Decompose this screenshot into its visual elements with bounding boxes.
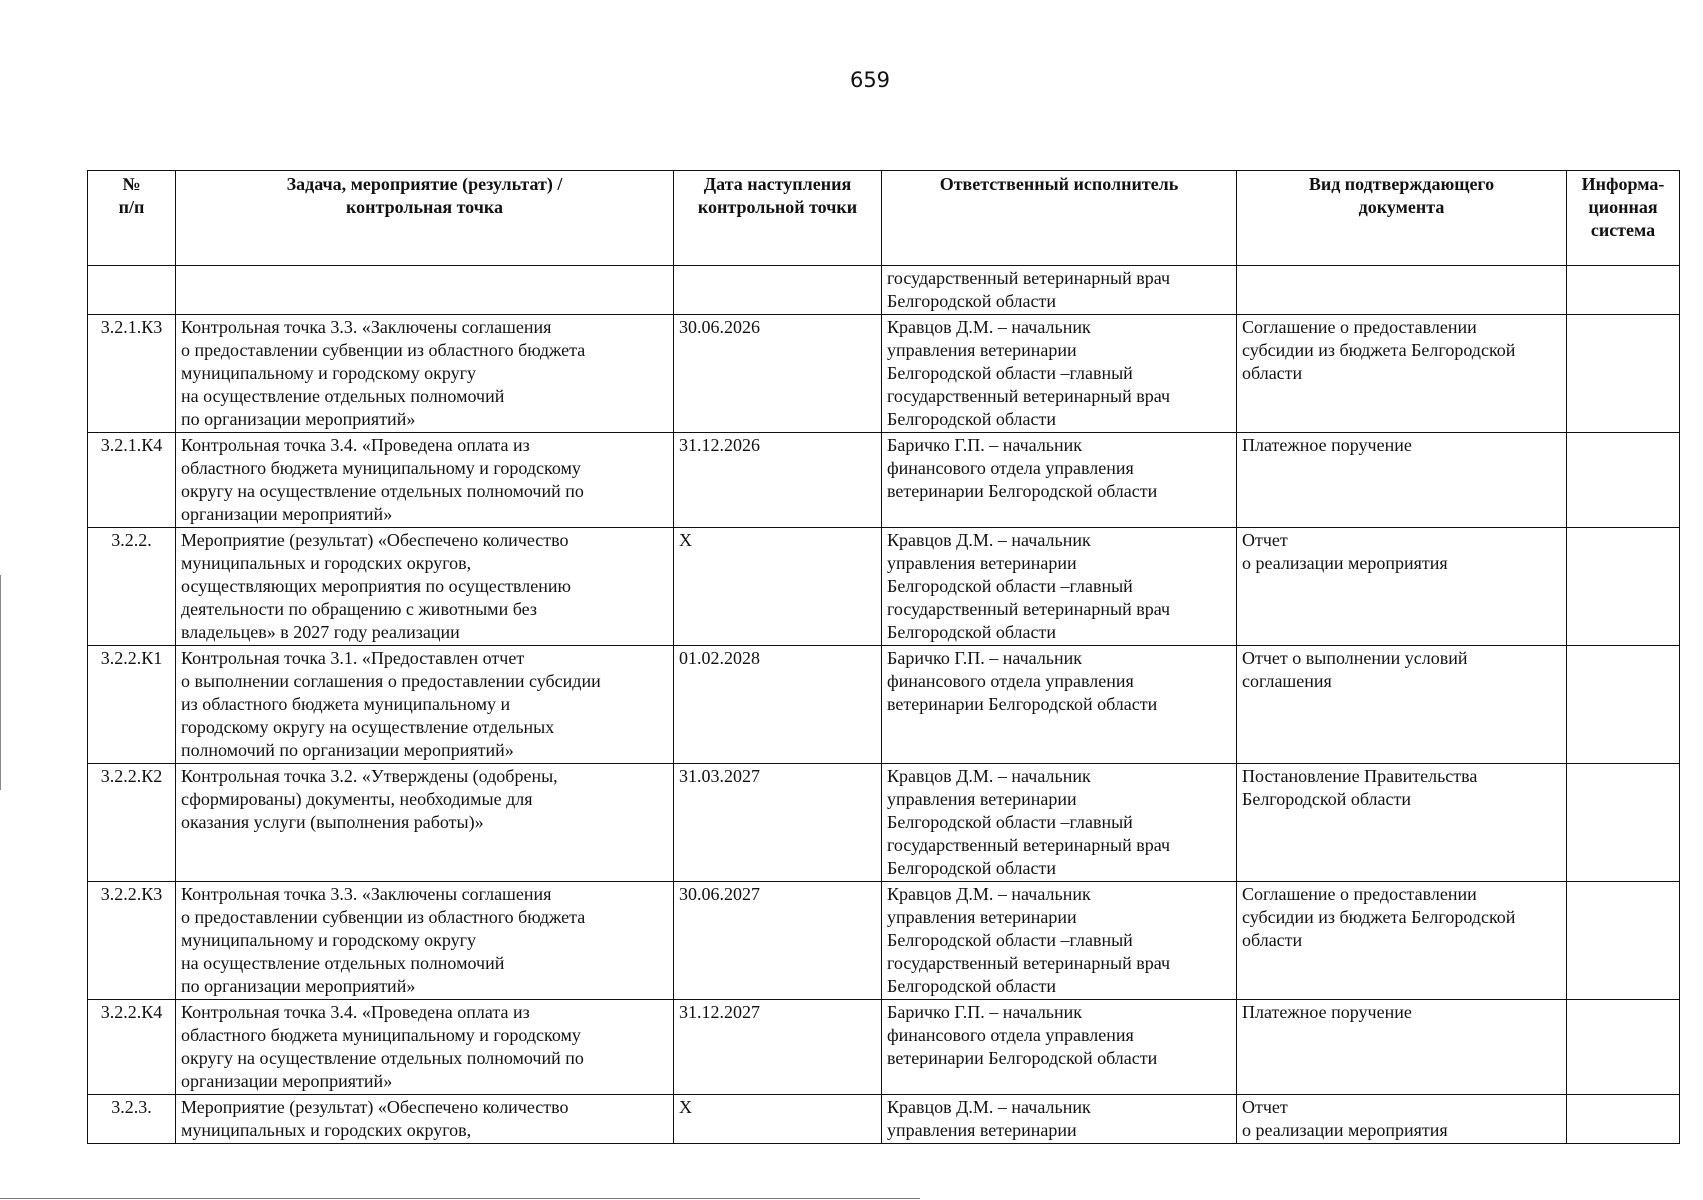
confirming-document: Платежное поручение — [1237, 1000, 1567, 1095]
confirming-document — [1237, 266, 1567, 315]
confirming-document: Платежное поручение — [1237, 433, 1567, 528]
info-system — [1567, 1095, 1680, 1144]
table-row — [88, 1095, 1680, 1144]
info-system — [1567, 315, 1680, 433]
header-number: № п/п — [88, 171, 176, 266]
table-row — [88, 528, 1680, 646]
row-number: 3.2.2.К1 — [88, 646, 176, 764]
header-document: Вид подтверждающего документа — [1237, 171, 1567, 266]
confirming-document: Отчет о выполнении условий соглашения — [1237, 646, 1567, 764]
row-number: 3.2.2. — [88, 528, 176, 646]
info-system — [1567, 528, 1680, 646]
row-number: 3.2.1.К4 — [88, 433, 176, 528]
row-number: 3.2.2.К2 — [88, 764, 176, 882]
info-system — [1567, 433, 1680, 528]
table-row — [88, 1000, 1680, 1095]
row-number: 3.2.3. — [88, 1095, 176, 1144]
control-date — [674, 266, 882, 315]
info-system — [1567, 1000, 1680, 1095]
task-text: Контрольная точка 3.1. «Предоставлен отчет о выполнении соглашения о предоставлении субсидии из областного бюджета муниципальному и городскому округу на осуществление отдельных полномочий по организации мероприятий» — [176, 646, 674, 764]
responsible-person: Кравцов Д.М. – начальник управления ветеринарии Белгородской области –главный государственный ветеринарный врач Белгородской области — [882, 882, 1237, 1000]
row-number: 3.2.2.К3 — [88, 882, 176, 1000]
responsible-person: Баричко Г.П. – начальник финансового отдела управления ветеринарии Белгородской области — [882, 433, 1237, 528]
responsible-person: Кравцов Д.М. – начальник управления ветеринарии Белгородской области –главный государственный ветеринарный врач Белгородской области — [882, 315, 1237, 433]
header-responsible: Ответственный исполнитель — [882, 171, 1237, 266]
page-number: 659 — [849, 68, 891, 92]
control-date: 31.12.2026 — [674, 433, 882, 528]
info-system — [1567, 764, 1680, 882]
control-date: 30.06.2026 — [674, 315, 882, 433]
control-points-table-wrap — [87, 170, 1679, 1144]
task-text: Мероприятие (результат) «Обеспечено количество муниципальных и городских округов, — [176, 1095, 674, 1144]
row-number: 3.2.1.К3 — [88, 315, 176, 433]
responsible-person: Баричко Г.П. – начальник финансового отдела управления ветеринарии Белгородской области — [882, 1000, 1237, 1095]
task-text — [176, 266, 674, 315]
responsible-person: Кравцов Д.М. – начальник управления ветеринарии — [882, 1095, 1237, 1144]
task-text: Контрольная точка 3.2. «Утверждены (одобрены, сформированы) документы, необходимые для оказания услуги (выполнения работы)» — [176, 764, 674, 882]
row-number: 3.2.2.К4 — [88, 1000, 176, 1095]
control-date: 31.12.2027 — [674, 1000, 882, 1095]
row-number — [88, 266, 176, 315]
table-row — [88, 882, 1680, 1000]
confirming-document: Отчет о реализации мероприятия — [1237, 528, 1567, 646]
header-date: Дата наступления контрольной точки — [674, 171, 882, 266]
task-text: Контрольная точка 3.4. «Проведена оплата из областного бюджета муниципальному и городскому округу на осуществление отдельных полномочий по организации мероприятий» — [176, 433, 674, 528]
responsible-person: Кравцов Д.М. – начальник управления ветеринарии Белгородской области –главный государственный ветеринарный врач Белгородской области — [882, 528, 1237, 646]
control-date: 31.03.2027 — [674, 764, 882, 882]
table-row — [88, 433, 1680, 528]
control-points-table — [87, 170, 1680, 1144]
scan-artifact-edge — [0, 575, 1, 790]
header-info-system: Информа- ционная система — [1567, 171, 1680, 266]
control-date: Х — [674, 528, 882, 646]
responsible-person: Баричко Г.П. – начальник финансового отдела управления ветеринарии Белгородской области — [882, 646, 1237, 764]
control-date: Х — [674, 1095, 882, 1144]
confirming-document: Соглашение о предоставлении субсидии из бюджета Белгородской области — [1237, 882, 1567, 1000]
control-date: 30.06.2027 — [674, 882, 882, 1000]
info-system — [1567, 266, 1680, 315]
confirming-document: Постановление Правительства Белгородской области — [1237, 764, 1567, 882]
confirming-document: Отчет о реализации мероприятия — [1237, 1095, 1567, 1144]
table-row — [88, 315, 1680, 433]
task-text: Контрольная точка 3.4. «Проведена оплата из областного бюджета муниципальному и городскому округу на осуществление отдельных полномочий по организации мероприятий» — [176, 1000, 674, 1095]
task-text: Контрольная точка 3.3. «Заключены соглашения о предоставлении субвенции из областного бюджета муниципальному и городскому округу на осуществление отдельных полномочий по организации мероприятий» — [176, 882, 674, 1000]
table-row — [88, 266, 1680, 315]
info-system — [1567, 882, 1680, 1000]
table-row — [88, 764, 1680, 882]
confirming-document: Соглашение о предоставлении субсидии из бюджета Белгородской области — [1237, 315, 1567, 433]
header-task: Задача, мероприятие (результат) / контрольная точка — [176, 171, 674, 266]
table-row — [88, 646, 1680, 764]
responsible-person: Кравцов Д.М. – начальник управления ветеринарии Белгородской области –главный государственный ветеринарный врач Белгородской области — [882, 764, 1237, 882]
scan-artifact-line — [0, 1198, 920, 1199]
task-text: Мероприятие (результат) «Обеспечено количество муниципальных и городских округов, осуществляющих мероприятия по осуществлению деятельности по обращению с животными без владельцев» в 2027 году реализации — [176, 528, 674, 646]
table-header-row — [88, 171, 1680, 266]
info-system — [1567, 646, 1680, 764]
control-date: 01.02.2028 — [674, 646, 882, 764]
task-text: Контрольная точка 3.3. «Заключены соглашения о предоставлении субвенции из областного бюджета муниципальному и городскому округу на осуществление отдельных полномочий по организации мероприятий» — [176, 315, 674, 433]
responsible-person: государственный ветеринарный врач Белгородской области — [882, 266, 1237, 315]
